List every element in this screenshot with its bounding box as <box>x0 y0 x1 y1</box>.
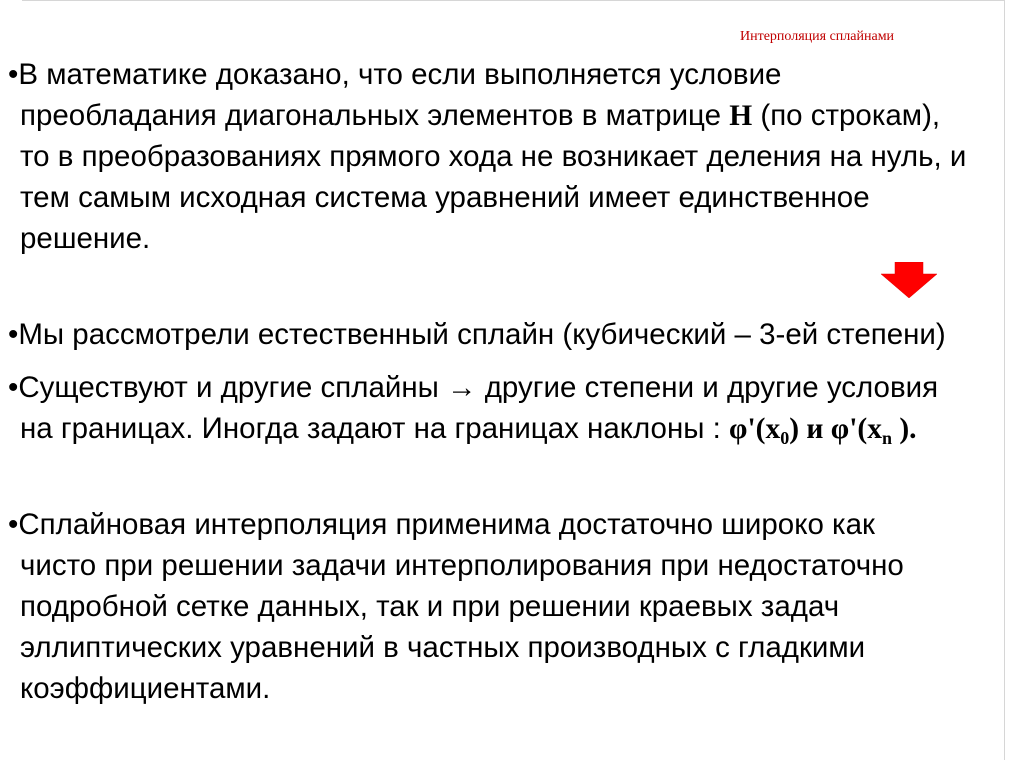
right-border-line <box>1004 0 1005 760</box>
paragraph-1-line-5: решение. <box>20 222 151 255</box>
paragraph-4-line-2: чисто при решении задачи интерполирования при недостаточно <box>20 549 904 582</box>
paragraph-1-line-4: тем самым исходная система уравнений имеет единственное <box>20 181 870 214</box>
paragraph-2-line-1: •Мы рассмотрели естественный сплайн (кубический – 3-ей степени) <box>8 318 946 351</box>
paragraph-3-line-2 <box>20 414 917 447</box>
subscript-n: n <box>881 428 892 448</box>
paragraph-4-line-5: коэффициентами. <box>20 672 271 705</box>
right-arrow-icon: → <box>447 371 477 404</box>
paragraph-1-line-3: то в преобразованиях прямого хода не возникает деления на нуль, и <box>20 140 967 173</box>
paragraph-3-line-1-text-c: другие степени и другие условия <box>476 371 939 404</box>
phi-xn-prefix: ) и φ'(x <box>789 413 882 445</box>
paragraph-3-line-1 <box>8 373 938 403</box>
subscript-0: 0 <box>780 428 790 448</box>
paragraph-1-line-1: •В математике доказано, что если выполняется условие <box>8 58 782 91</box>
paragraph-1-line-2-text-c: (по строкам), <box>752 99 941 132</box>
paragraph-1-line-2 <box>20 101 940 132</box>
top-border-line <box>22 0 1004 1</box>
matrix-h-symbol: H <box>729 100 753 132</box>
slide-header: Интерполяция сплайнами <box>740 29 895 44</box>
formula-closing: ). <box>891 413 917 445</box>
paragraph-4-line-3: подробной сетке данных, так и при решении краевых задач <box>20 590 840 623</box>
paragraph-1-line-2-text-a: преобладания диагональных элементов в матрице <box>20 99 730 132</box>
paragraph-4-line-4: эллиптических уравнений в частных производных с гладкими <box>20 631 866 664</box>
paragraph-3-line-1-text-a: •Существуют и другие сплайны <box>8 371 448 404</box>
phi-x0-prefix: φ'(x <box>729 413 781 445</box>
paragraph-4-line-1: •Сплайновая интерполяция применима достаточно широко как <box>8 508 875 541</box>
phi-formula <box>729 413 917 448</box>
paragraph-3-line-2-text-a: на границах. Иногда задают на границах наклоны : <box>20 412 730 445</box>
down-arrow-icon <box>881 262 937 298</box>
